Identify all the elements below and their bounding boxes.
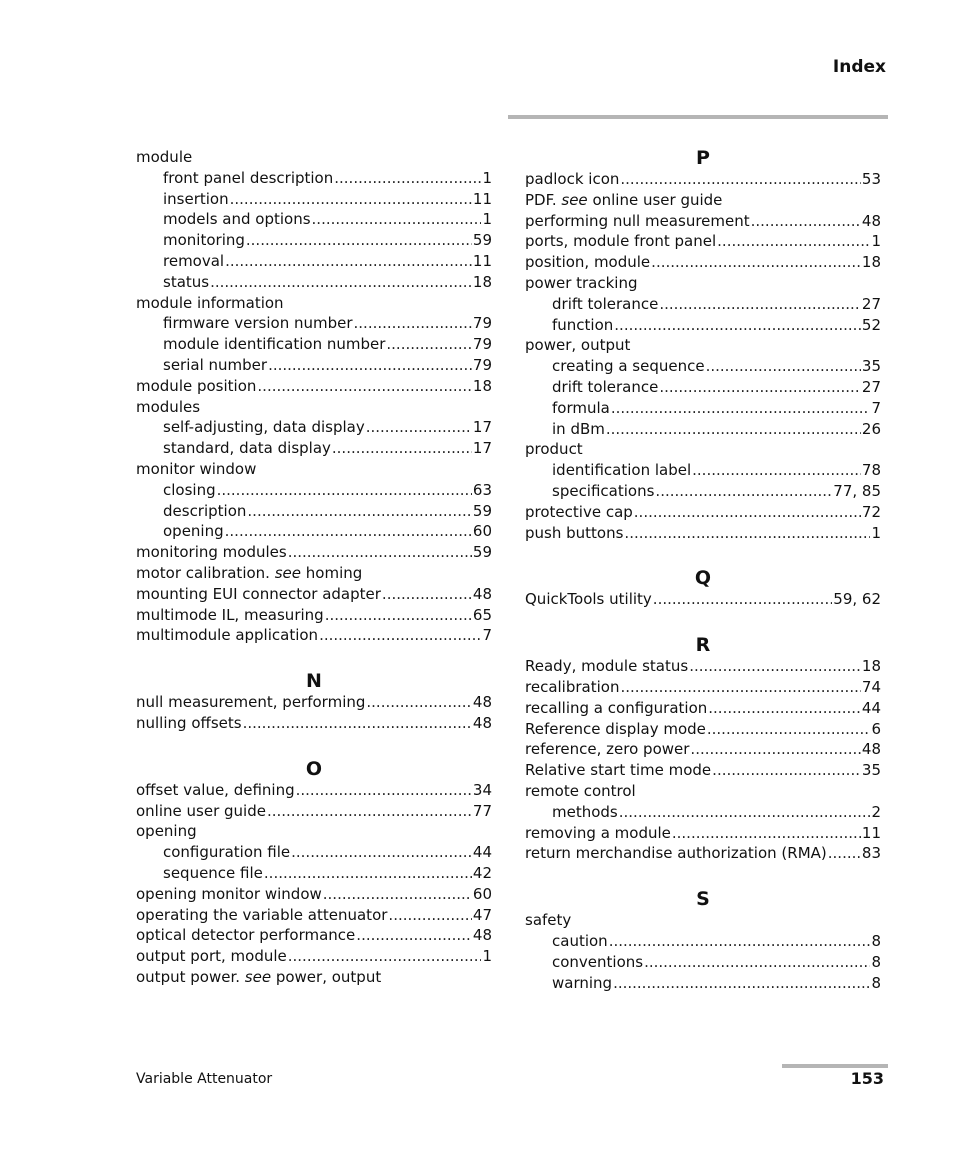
dot-leader xyxy=(606,419,861,440)
index-entry-label: return merchandise authorization (RMA) xyxy=(525,844,827,863)
dot-leader xyxy=(634,502,861,523)
index-entry xyxy=(136,884,492,905)
dot-leader xyxy=(325,605,472,626)
index-page-ref: 48 xyxy=(472,693,492,712)
index-entry xyxy=(525,231,881,252)
index-page-ref: 8 xyxy=(871,973,881,992)
index-entry xyxy=(525,460,881,481)
dot-leader xyxy=(659,294,861,315)
index-entry-label: sequence file xyxy=(163,863,263,882)
dot-leader xyxy=(366,417,472,438)
index-entry-label: power tracking xyxy=(525,273,638,292)
dot-leader xyxy=(609,931,871,952)
index-entry-label: front panel description xyxy=(163,168,334,187)
index-entry xyxy=(136,563,492,584)
index-entry-label: protective cap xyxy=(525,502,633,521)
dot-leader xyxy=(690,739,860,760)
dot-leader xyxy=(288,542,472,563)
index-entry-label: PDF. xyxy=(525,190,557,209)
index-page-ref: 1 xyxy=(871,232,881,251)
index-entry xyxy=(136,501,492,522)
index-entry xyxy=(136,376,492,397)
index-column-left xyxy=(136,147,492,988)
index-entry xyxy=(136,605,492,626)
index-entry-label: opening xyxy=(136,822,197,841)
index-page-ref: 2 xyxy=(871,802,881,821)
index-page-ref: 79 xyxy=(472,335,492,354)
index-page-ref: 18 xyxy=(472,376,492,395)
see-reference-target: power, output xyxy=(275,967,382,986)
index-entry-label: mounting EUI connector adapter xyxy=(136,584,381,603)
dot-leader xyxy=(620,169,861,190)
index-entry xyxy=(136,863,492,884)
dot-leader xyxy=(613,973,870,994)
index-page-ref: 44 xyxy=(861,698,881,717)
see-reference-word: see xyxy=(561,190,588,209)
dot-leader xyxy=(268,355,472,376)
index-entry-label: closing xyxy=(163,480,216,499)
dot-leader xyxy=(751,211,861,232)
index-entry xyxy=(525,294,881,315)
index-entry-label: identification label xyxy=(552,461,692,480)
index-entry-text xyxy=(136,563,362,584)
index-entry xyxy=(525,481,881,502)
index-entry-text xyxy=(136,967,381,988)
index-entry-label: opening monitor window xyxy=(136,884,322,903)
index-entry-label: multimodule application xyxy=(136,626,319,645)
index-entry xyxy=(525,502,881,523)
index-entry-label: description xyxy=(163,501,247,520)
index-entry xyxy=(136,168,492,189)
index-entry-label: drift tolerance xyxy=(552,377,659,396)
index-letter-heading: O xyxy=(305,757,323,780)
index-page-ref: 8 xyxy=(871,931,881,950)
index-entry-label: serial number xyxy=(163,355,268,374)
index-entry xyxy=(525,273,881,294)
index-page-ref: 44 xyxy=(472,843,492,862)
dot-leader xyxy=(296,780,472,801)
index-letter-heading: Q xyxy=(694,567,712,590)
dot-leader xyxy=(828,843,861,864)
index-page-ref: 35 xyxy=(861,761,881,780)
index-page-ref: 63 xyxy=(472,480,492,499)
index-page-ref: 83 xyxy=(861,844,881,863)
index-page-ref: 77 xyxy=(472,801,492,820)
dot-leader xyxy=(246,230,472,251)
index-entry xyxy=(525,802,881,823)
dot-leader xyxy=(388,905,471,926)
index-page-ref: 47 xyxy=(472,905,492,924)
index-entry-label: module xyxy=(136,148,193,166)
index-page-ref: 74 xyxy=(861,677,881,696)
index-page-ref: 17 xyxy=(472,439,492,458)
index-entry-label: standard, data display xyxy=(163,439,331,458)
index-page-ref: 11 xyxy=(472,251,492,270)
index-entry-label: null measurement, performing xyxy=(136,693,366,712)
index-page-ref: 34 xyxy=(472,780,492,799)
index-entry xyxy=(136,713,492,734)
dot-leader xyxy=(334,168,481,189)
index-page-ref: 11 xyxy=(472,189,492,208)
index-page-ref: 27 xyxy=(861,294,881,313)
dot-leader xyxy=(230,189,472,210)
index-page-ref: 26 xyxy=(861,419,881,438)
dot-leader xyxy=(267,801,472,822)
index-entry xyxy=(525,656,881,677)
index-page-ref: 48 xyxy=(472,926,492,945)
dot-leader xyxy=(243,713,472,734)
index-entry-label: push buttons xyxy=(525,523,624,542)
dot-leader xyxy=(644,952,870,973)
index-entry xyxy=(136,967,492,988)
index-page-ref: 18 xyxy=(861,253,881,272)
dot-leader xyxy=(247,501,472,522)
index-entry-label: monitoring xyxy=(163,231,245,250)
index-entry xyxy=(525,169,881,190)
index-entry-label: in dBm xyxy=(552,419,605,438)
see-reference-word: see xyxy=(244,967,272,986)
index-entry xyxy=(136,459,492,480)
index-entry xyxy=(525,843,881,864)
index-entry-label: online user guide xyxy=(136,801,266,820)
dot-leader xyxy=(614,315,861,336)
dot-leader xyxy=(323,884,472,905)
index-page-ref: 52 xyxy=(861,315,881,334)
index-entry-label: specifications xyxy=(552,481,655,500)
index-entry-label: power, output xyxy=(525,336,631,355)
index-letter-heading: R xyxy=(695,634,711,657)
index-entry-label: modules xyxy=(136,397,201,416)
dot-leader xyxy=(312,209,482,230)
index-page-ref: 1 xyxy=(482,947,492,966)
index-page-ref: 65 xyxy=(472,605,492,624)
index-entry-label: firmware version number xyxy=(163,314,353,333)
index-entry-label: creating a sequence xyxy=(552,357,705,376)
index-page-ref: 48 xyxy=(472,713,492,732)
index-entry xyxy=(136,251,492,272)
index-entry xyxy=(136,417,492,438)
index-letter-heading: N xyxy=(306,670,322,693)
dot-leader xyxy=(707,719,871,740)
index-entry xyxy=(136,780,492,801)
index-entry-label: monitoring modules xyxy=(136,543,287,562)
dot-leader xyxy=(717,231,870,252)
dot-leader xyxy=(706,356,861,377)
dot-leader xyxy=(382,584,472,605)
index-page-ref: 7 xyxy=(482,626,492,645)
index-entry xyxy=(136,230,492,251)
index-page-ref: 17 xyxy=(472,418,492,437)
index-entry xyxy=(136,313,492,334)
index-page-ref: 79 xyxy=(472,355,492,374)
index-entry xyxy=(136,438,492,459)
index-entry xyxy=(525,931,881,952)
dot-leader xyxy=(291,842,472,863)
index-entry xyxy=(136,272,492,293)
index-entry-label: removal xyxy=(163,251,225,270)
header-title: Index xyxy=(832,57,886,77)
index-page-ref: 53 xyxy=(861,170,881,188)
index-page-ref: 1 xyxy=(871,523,881,542)
dot-leader xyxy=(288,946,482,967)
index-entry xyxy=(136,521,492,542)
index-entry-label: output power. xyxy=(136,967,240,986)
index-entry xyxy=(525,973,881,994)
index-entry xyxy=(525,252,881,273)
index-entry xyxy=(525,760,881,781)
index-entry xyxy=(136,542,492,563)
index-entry-label: warning xyxy=(552,973,613,992)
index-entry xyxy=(525,523,881,544)
index-entry-label: function xyxy=(552,315,614,334)
index-entry-label: optical detector performance xyxy=(136,926,356,945)
index-page-ref: 60 xyxy=(472,884,492,903)
see-reference-target: homing xyxy=(305,563,363,582)
index-page-ref: 11 xyxy=(861,823,881,842)
index-entry-label: drift tolerance xyxy=(552,294,659,313)
index-entry-label: motor calibration. xyxy=(136,563,270,582)
index-page-ref: 79 xyxy=(472,314,492,333)
index-entry-label: padlock icon xyxy=(525,170,620,188)
index-page-ref: 48 xyxy=(472,584,492,603)
index-entry-label: self-adjusting, data display xyxy=(163,418,365,437)
index-entry-label: insertion xyxy=(163,189,229,208)
index-entry xyxy=(525,356,881,377)
index-entry xyxy=(525,739,881,760)
dot-leader xyxy=(611,398,871,419)
index-entry-label: configuration file xyxy=(163,843,291,862)
index-entry xyxy=(525,952,881,973)
index-page-ref: 6 xyxy=(871,719,881,738)
index-entry-label: QuickTools utility xyxy=(525,590,652,609)
index-entry xyxy=(136,355,492,376)
index-entry xyxy=(136,480,492,501)
index-entry xyxy=(136,946,492,967)
index-page-ref: 59 xyxy=(472,231,492,250)
index-page-ref: 59 xyxy=(472,501,492,520)
index-entry xyxy=(525,677,881,698)
dot-leader xyxy=(354,313,472,334)
index-entry xyxy=(525,439,881,460)
index-entry-label: removing a module xyxy=(525,823,671,842)
index-entry-label: monitor window xyxy=(136,459,257,478)
dot-leader xyxy=(386,334,472,355)
index-entry xyxy=(136,334,492,355)
index-entry xyxy=(136,925,492,946)
index-letter-heading: S xyxy=(696,888,710,911)
dot-leader xyxy=(651,252,861,273)
index-entry-label: module position xyxy=(136,376,257,395)
index-page-ref: 72 xyxy=(861,502,881,521)
dot-leader xyxy=(319,625,481,646)
dot-leader xyxy=(225,521,472,542)
index-page-ref: 18 xyxy=(861,657,881,676)
dot-leader xyxy=(689,656,861,677)
index-entry-label: nulling offsets xyxy=(136,713,242,732)
index-entry-label: safety xyxy=(525,911,572,930)
index-entry-label: methods xyxy=(552,802,618,821)
header-rule xyxy=(508,115,888,119)
see-reference-word: see xyxy=(274,563,302,582)
index-entry-label: module information xyxy=(136,293,284,312)
dot-leader xyxy=(692,460,861,481)
dot-leader xyxy=(264,863,472,884)
index-page-ref: 1 xyxy=(482,168,492,187)
index-page-ref: 35 xyxy=(861,357,881,376)
index-page-ref: 59, 62 xyxy=(833,590,881,609)
index-entry xyxy=(136,189,492,210)
dot-leader xyxy=(619,802,871,823)
dot-leader xyxy=(712,760,861,781)
index-page-ref: 1 xyxy=(482,210,492,229)
index-entry xyxy=(136,842,492,863)
index-entry xyxy=(136,147,492,168)
see-reference-target: online user guide xyxy=(592,190,723,209)
index-entry-text xyxy=(525,190,722,211)
dot-leader xyxy=(366,692,472,713)
index-entry-label: caution xyxy=(552,931,608,950)
footer-rule xyxy=(782,1064,888,1068)
index-page-ref: 77, 85 xyxy=(833,481,881,500)
index-page-ref: 48 xyxy=(861,211,881,230)
index-entry-label: Ready, module status xyxy=(525,657,689,676)
index-entry-label: Relative start time mode xyxy=(525,761,712,780)
index-entry-label: ports, module front panel xyxy=(525,232,717,251)
index-entry xyxy=(525,698,881,719)
index-page-ref: 7 xyxy=(871,398,881,417)
index-page-ref: 42 xyxy=(472,863,492,882)
dot-leader xyxy=(356,925,472,946)
index-entry-label: reference, zero power xyxy=(525,740,690,759)
dot-leader xyxy=(659,377,861,398)
dot-leader xyxy=(708,698,861,719)
index-page-ref: 27 xyxy=(861,377,881,396)
index-entry-label: Reference display mode xyxy=(525,719,706,738)
index-entry xyxy=(525,211,881,232)
index-letter-heading: P xyxy=(696,147,710,169)
index-entry-label: product xyxy=(525,440,583,459)
index-entry xyxy=(136,293,492,314)
footer-doc-title: Variable Attenuator xyxy=(136,1071,273,1087)
index-entry xyxy=(136,397,492,418)
index-page-ref: 18 xyxy=(472,272,492,291)
index-entry-label: offset value, defining xyxy=(136,780,295,799)
index-page-ref: 78 xyxy=(861,461,881,480)
index-entry xyxy=(136,801,492,822)
index-entry xyxy=(525,419,881,440)
dot-leader xyxy=(217,480,472,501)
index-entry-label: conventions xyxy=(552,952,644,971)
index-entry xyxy=(136,209,492,230)
index-column-right xyxy=(525,147,881,993)
index-entry xyxy=(525,781,881,802)
index-entry-label: performing null measurement xyxy=(525,211,750,230)
index-entry-label: module identification number xyxy=(163,335,386,354)
dot-leader xyxy=(672,823,861,844)
index-entry xyxy=(525,398,881,419)
dot-leader xyxy=(257,376,472,397)
index-entry xyxy=(525,910,881,931)
index-entry xyxy=(136,584,492,605)
index-page-ref: 8 xyxy=(871,952,881,971)
index-entry xyxy=(525,315,881,336)
index-entry xyxy=(525,823,881,844)
index-entry-label: multimode IL, measuring xyxy=(136,605,324,624)
page-number: 153 xyxy=(850,1069,884,1088)
index-entry xyxy=(525,719,881,740)
dot-leader xyxy=(624,523,870,544)
index-entry-label: position, module xyxy=(525,253,651,272)
index-entry-label: output port, module xyxy=(136,947,287,966)
dot-leader xyxy=(620,677,860,698)
index-page-ref: 59 xyxy=(472,543,492,562)
index-entry xyxy=(525,589,881,610)
index-entry-label: status xyxy=(163,272,210,291)
index-entry xyxy=(525,335,881,356)
index-entry-label: models and options xyxy=(163,210,311,229)
index-entry-label: remote control xyxy=(525,781,636,800)
index-entry xyxy=(136,692,492,713)
dot-leader xyxy=(210,272,472,293)
dot-leader xyxy=(332,438,472,459)
index-entry-label: opening xyxy=(163,522,224,541)
dot-leader xyxy=(655,481,832,502)
index-entry-label: operating the variable attenuator xyxy=(136,905,388,924)
index-page-ref: 48 xyxy=(861,740,881,759)
dot-leader xyxy=(225,251,472,272)
index-page-ref: 60 xyxy=(472,522,492,541)
index-entry-label: recalibration xyxy=(525,677,620,696)
index-entry xyxy=(136,625,492,646)
dot-leader xyxy=(653,589,832,610)
index-entry xyxy=(136,821,492,842)
index-entry-label: recalling a configuration xyxy=(525,698,708,717)
index-entry xyxy=(525,377,881,398)
index-entry xyxy=(525,190,881,211)
index-entry xyxy=(136,905,492,926)
index-entry-label: formula xyxy=(552,398,610,417)
